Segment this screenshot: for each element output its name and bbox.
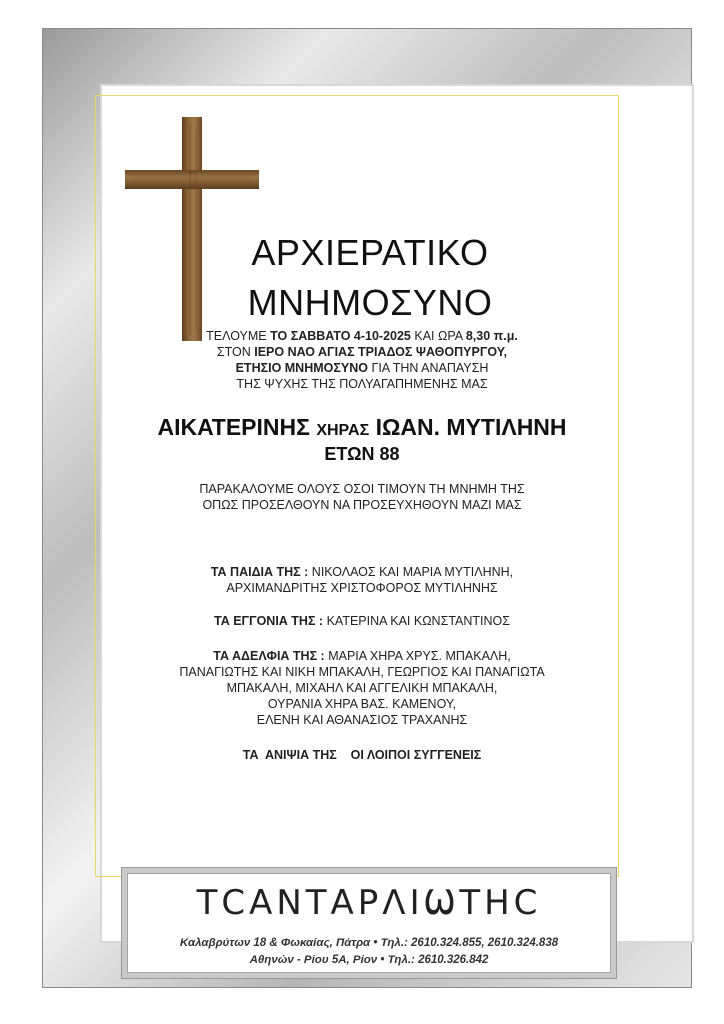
children-line-1: ΤΑ ΠΑΙΔΙΑ ΤΗΣ : ΝΙΚΟΛΑΟΣ ΚΑΙ ΜΑΡΙΑ ΜΥΤΙΛΗΝΗ, [210,565,514,579]
grandchildren-line-1: ΤΑ ΕΓΓΟΝΙΑ ΤΗΣ : ΚΑΤΕΡΙΝΑ ΚΑΙ ΚΩΝΣΤΑΝΤΙΝΟΣ [214,614,510,628]
siblings-line-5: ΕΛΕΝΗ ΚΑΙ ΑΘΑΝΑΣΙΟΣ ΤΡΑΧΑΝΗΣ [256,713,468,727]
nephews-block [0,747,724,763]
request-line-1: ΠΑΡΑΚΑΛΟΥΜΕ ΟΛΟΥΣ ΟΣΟΙ ΤΙΜΟΥΝ ΤΗ ΜΝΗΜΗ ΤΗΣ [199,482,525,496]
footer-address-1: Καλαβρύτων 18 & Φωκαίας, Πάτρα • Τηλ.: 2610.324.855, 2610.324.838 [179,937,559,949]
children-line-2: ΑΡΧΙΜΑΝΔΡΙΤΗΣ ΧΡΙΣΤΟΦΟΡΟΣ ΜΥΤΙΛΗΝΗΣ [226,581,498,595]
siblings-line-4: ΟΥΡΑΝΙΑ ΧΗΡΑ ΒΑΣ. ΚΑΜΕΝΟΥ, [267,697,457,711]
deceased-age: ΕΤΩΝ 88 [324,444,400,464]
siblings-block [0,648,724,728]
grandchildren-block [0,613,724,629]
announcement-line-3: ΕΤΗΣΙΟ ΜΝΗΜΟΣΥΝΟ ΓΙΑ ΤΗΝ ΑΝΑΠΑΥΣΗ [235,361,489,375]
funeral-home-footer [122,868,616,978]
children-block [0,564,724,596]
announcement-line-4: ΤΗΣ ΨΥΧΗΣ ΤΗΣ ΠΟΛΥΑΓΑΠΗΜΕΝΗΣ ΜΑΣ [236,377,488,391]
deceased-name: ΑΙΚΑΤΕΡΙΝΗΣ ΧΗΡΑΣ ΙΩΑΝ. ΜΥΤΙΛΗΝΗ [157,414,567,440]
nephews-line-1: ΤΑ ΑΝΙΨΙΑ ΤΗΣ ΟΙ ΛΟΙΠΟΙ ΣΥΓΓΕΝΕΙΣ [242,748,482,762]
announcement-line-2: ΣΤΟΝ ΙΕΡΟ ΝΑΟ ΑΓΙΑΣ ΤΡΙΑΔΟΣ ΨΑΘΟΠΥΡΓΟΥ, [216,345,508,359]
announcement-block [0,328,724,392]
funeral-home-logo: ΤСΑΝΤΑΡΛΙѠΤΗС [196,883,542,923]
siblings-line-3: ΜΠΑΚΑΛΗ, ΜΙΧΑΗΛ ΚΑΙ ΑΓΓΕΛΙΚΗ ΜΠΑΚΑΛΗ, [226,681,498,695]
title-line-2: ΜΝΗΜΟΣΥΝΟ [247,282,493,323]
request-block [0,481,724,513]
footer-address-2: Αθηνών - Ρίου 5Α, Ρίον • Τηλ.: 2610.326.842 [249,954,489,966]
request-line-2: ΟΠΩΣ ΠΡΟΣΕΛΘΟΥΝ ΝΑ ΠΡΟΣΕΥΧΗΘΟΥΝ ΜΑΖΙ ΜΑΣ [202,498,522,512]
title-line-1: ΑΡΧΙΕΡΑΤΙΚΟ [251,232,489,273]
announcement-line-1: ΤΕΛΟΥΜΕ ΤΟ ΣΑΒΒΑΤΟ 4-10-2025 ΚΑΙ ΩΡΑ 8,30 π.μ. [206,329,518,343]
siblings-line-2: ΠΑΝΑΓΙΩΤΗΣ ΚΑΙ ΝΙΚΗ ΜΠΑΚΑΛΗ, ΓΕΩΡΓΙΟΣ ΚΑΙ ΠΑΝΑΓΙΩΤΑ [179,665,545,679]
siblings-line-1: ΤΑ ΑΔΕΛΦΙΑ ΤΗΣ : ΜΑΡΙΑ ΧΗΡΑ ΧΡΥΣ. ΜΠΑΚΑΛΗ, [213,649,511,663]
